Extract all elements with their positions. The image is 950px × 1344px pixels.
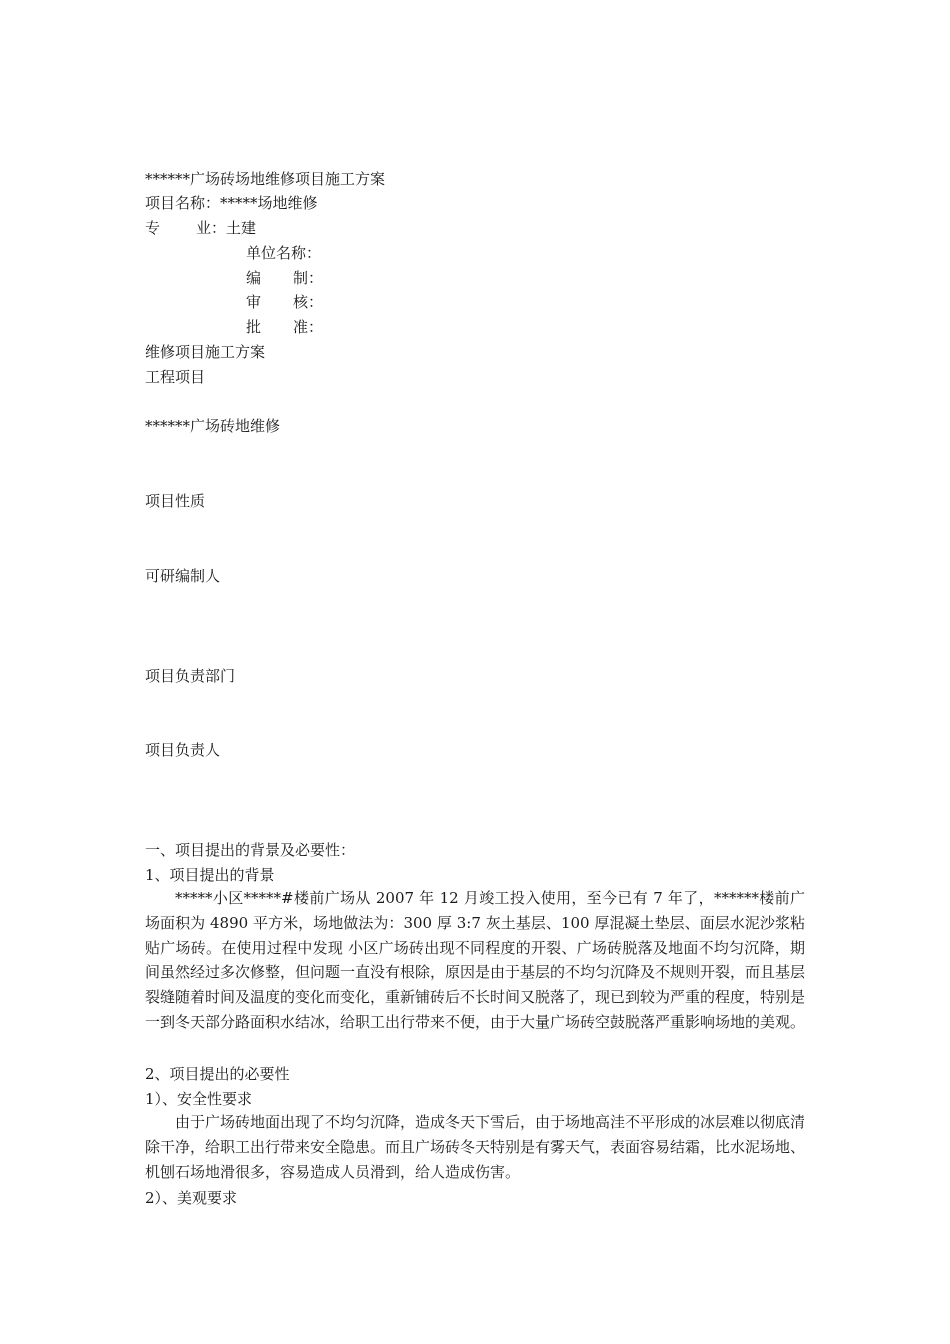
engineering-project-value: ******广场砖地维修 (145, 417, 281, 435)
specialty-line (145, 218, 256, 238)
subsection-1-heading: 1、项目提出的背景 (145, 866, 275, 884)
approve-line (246, 317, 323, 337)
scheme-heading: 维修项目施工方案 (145, 343, 266, 361)
review-label-b: 核： (293, 293, 324, 311)
review-line (246, 292, 323, 312)
section-1-heading: 一、项目提出的背景及必要性： (145, 841, 356, 859)
subsection-2-heading: 2、项目提出的必要性 (145, 1065, 290, 1083)
compile-label-a: 编 (246, 269, 262, 287)
safety-heading: 1）、安全性要求 (145, 1090, 253, 1108)
compile-line (246, 268, 323, 288)
project-owner-label: 项目负责人 (145, 741, 221, 759)
feasibility-author-label: 可研编制人 (145, 567, 221, 585)
document-title: ******广场砖场地维修项目施工方案 (145, 170, 386, 188)
specialty-label-a: 专 (145, 219, 161, 237)
safety-paragraph: 由于广场砖地面出现了不均匀沉降，造成冬天下雪后，由于场地高洼不平形成的冰层难以彻底清除干净，给职工出行带来安全隐患。而且广场砖冬天特别是有雾天气，表面容易结霜，比水泥场地、机刨石场地滑很多，容易造成人员滑到，给人造成伤害。 (145, 1113, 806, 1181)
project-name-line: 项目名称：*****场地维修 (145, 194, 318, 212)
responsible-department-label: 项目负责部门 (145, 667, 236, 685)
compile-label-b: 制： (293, 269, 324, 287)
background-paragraph: *****小区*****#楼前广场从 2007 年 12 月竣工投入使用，至今已有 7 年了，******楼前广场面积为 4890 平方米，场地做法为：300 厚 3:7 灰土基层、100 厚混凝土垫层、面层水泥沙浆粘贴广场砖。在使用过程中发现 小区广场砖出现不同程度的开裂、广场砖脱落及地面不均匀沉降，期间虽然经过多次修整，但问题一直没有根除，原因是由于基层的不均匀沉降及不规则开裂，而且基层裂缝随着时间及温度的变化而变化，重新铺砖后不长时间又脱落了，现已到较为严重的程度，特别是一到冬天部分路面积水结冰，给职工出行带来不便，由于大量广场砖空鼓脱落严重影响场地的美观。 (145, 889, 806, 1031)
engineering-project-label: 工程项目 (145, 368, 206, 386)
specialty-label-b: 业：土建 (196, 219, 257, 237)
review-label-a: 审 (246, 293, 262, 311)
approve-label-b: 准： (293, 318, 324, 336)
aesthetic-heading: 2）、美观要求 (145, 1189, 238, 1207)
approve-label-a: 批 (246, 318, 262, 336)
unit-name-line: 单位名称： (246, 244, 322, 262)
project-nature-label: 项目性质 (145, 492, 206, 510)
